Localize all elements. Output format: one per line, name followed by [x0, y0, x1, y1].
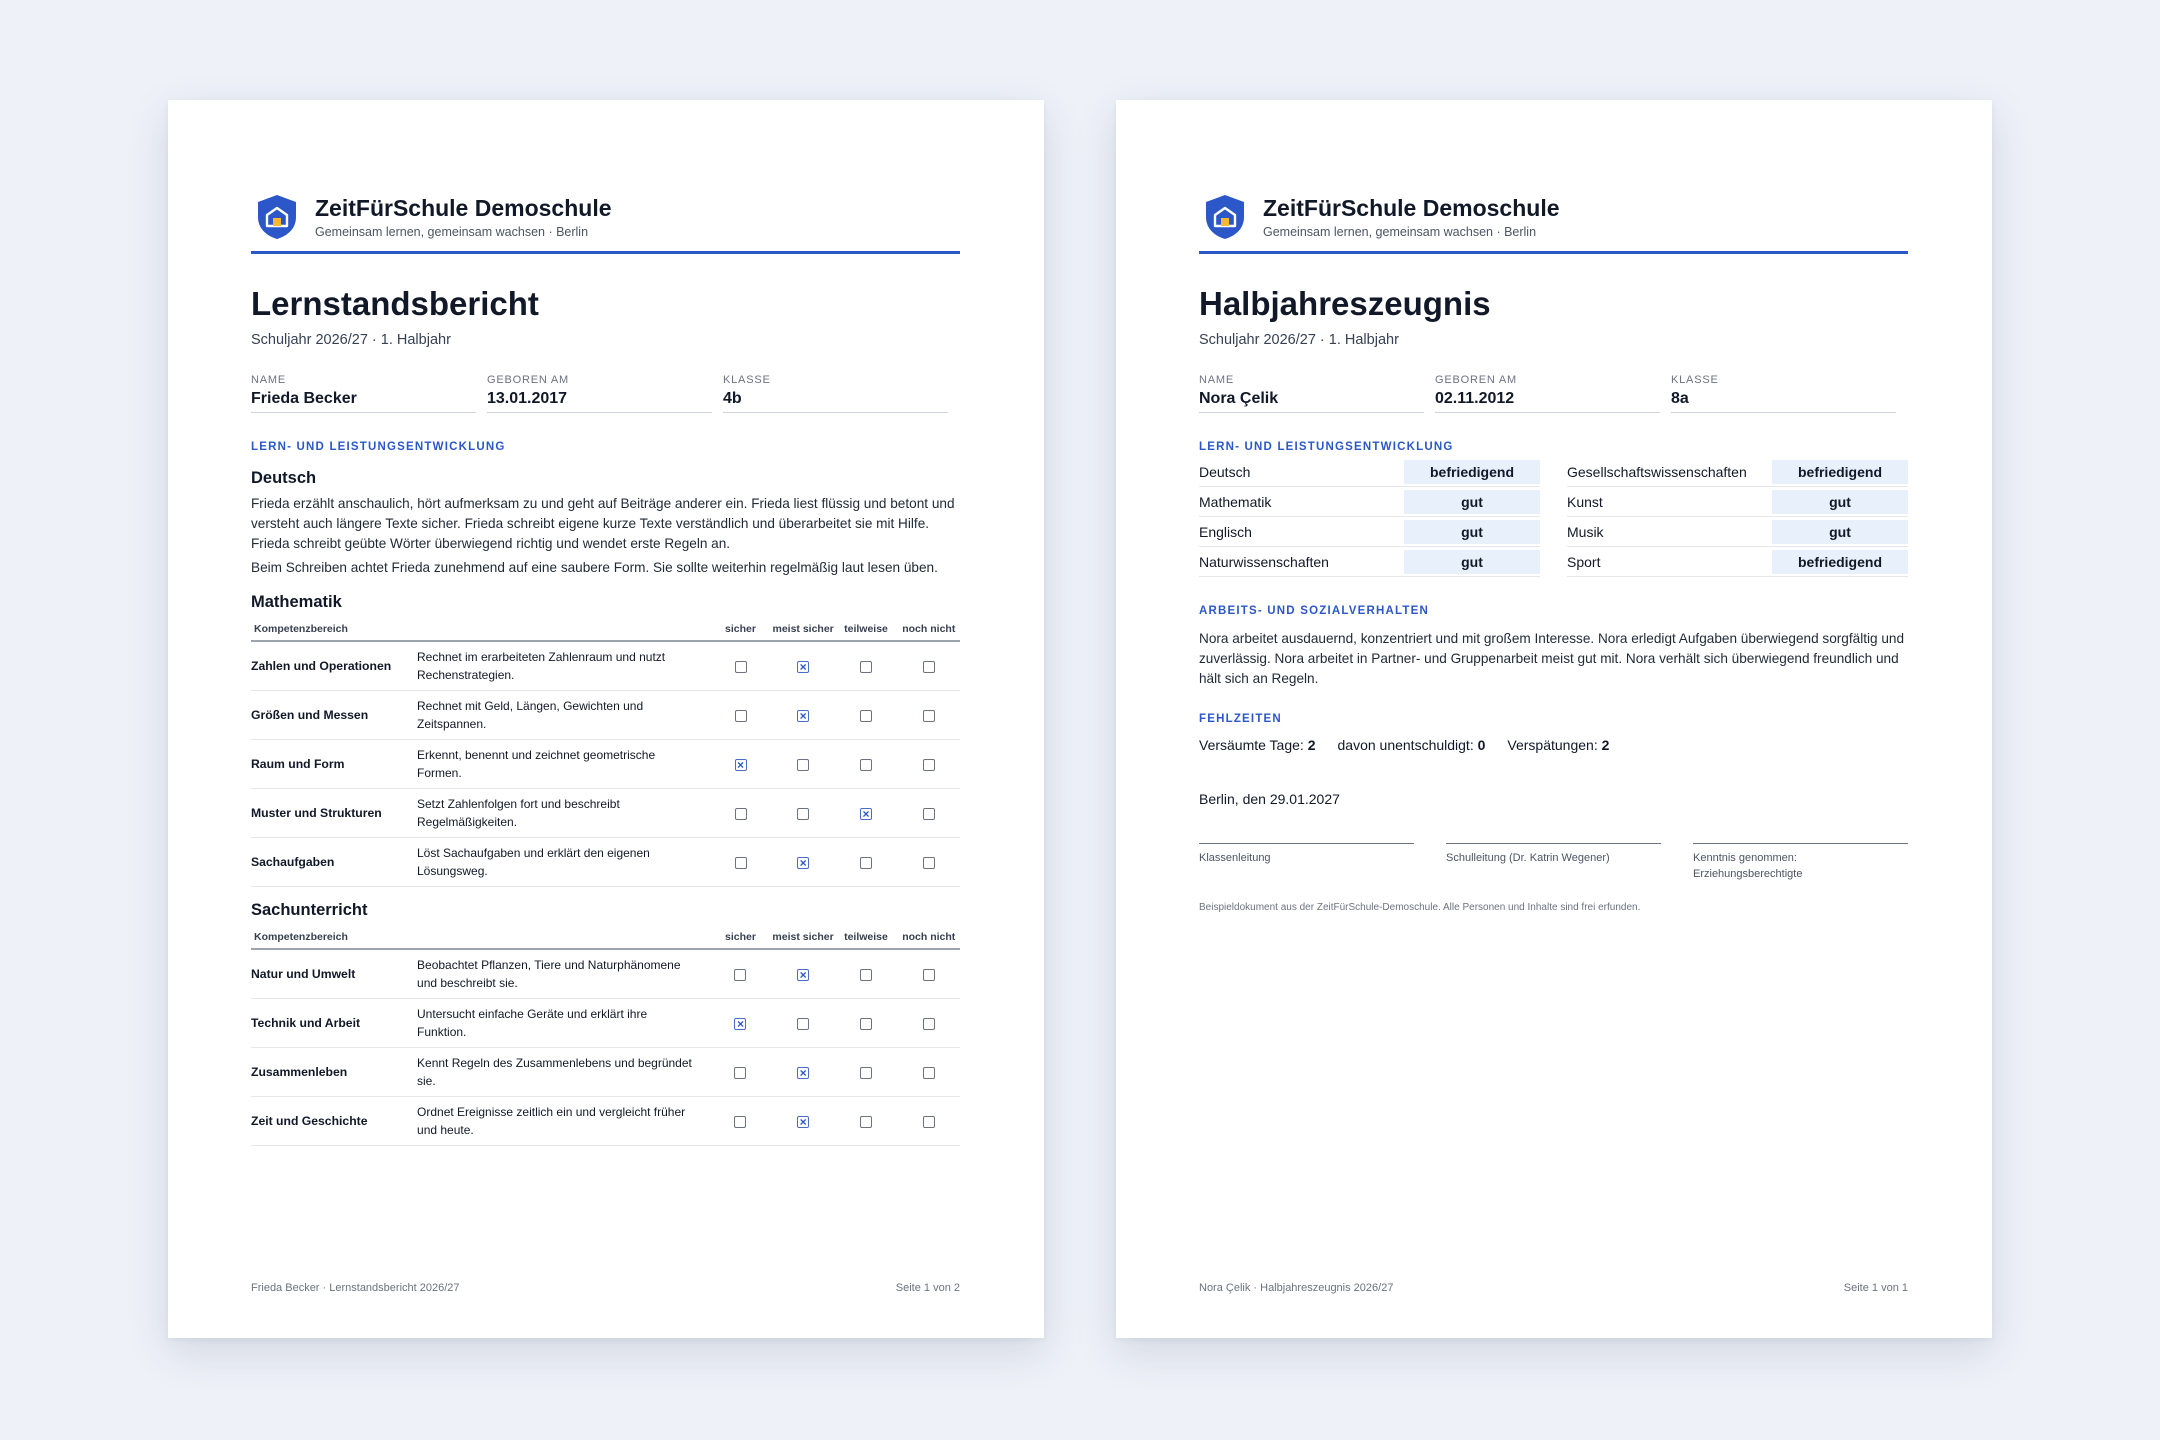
- level-cell: [834, 1097, 897, 1146]
- school-name: ZeitFürSchule Demoschule: [1263, 195, 1560, 221]
- checkbox[interactable]: [923, 1116, 935, 1128]
- school-shield-icon: [255, 193, 299, 241]
- checkbox[interactable]: [797, 808, 809, 820]
- level-cell: [772, 949, 835, 999]
- col-header-meist-sicher: meist sicher: [772, 620, 835, 641]
- checkbox[interactable]: [734, 1116, 746, 1128]
- table-row: [251, 1048, 960, 1097]
- level-cell: [709, 789, 772, 838]
- col-header-noch-nicht: noch nicht: [898, 928, 960, 949]
- level-cell: [898, 740, 960, 789]
- meta-label: GEBOREN AM: [1435, 374, 1517, 386]
- absence-late-value: 2: [1601, 737, 1610, 753]
- checkbox[interactable]: [734, 1067, 746, 1079]
- level-cell: [834, 641, 897, 691]
- checked-checkbox[interactable]: [735, 759, 747, 771]
- col-header-description: [417, 620, 709, 641]
- meta-class: [723, 374, 948, 413]
- meta-value: 4b: [723, 390, 742, 407]
- grade-value: befriedigend: [1404, 460, 1540, 484]
- level-cell: [898, 949, 960, 999]
- document-subtitle: Schuljahr 2026/27 · 1. Halbjahr: [251, 332, 451, 348]
- absence-days-label: Versäumte Tage:: [1199, 737, 1304, 753]
- level-cell: [898, 789, 960, 838]
- level-cell: [772, 1048, 835, 1097]
- competence-area: Raum und Form: [251, 740, 417, 789]
- grades-column-left: [1199, 457, 1540, 577]
- competence-description: Rechnet mit Geld, Längen, Gewichten und Zeitspannen.: [417, 691, 709, 740]
- checkbox[interactable]: [860, 1116, 872, 1128]
- school-header: [251, 190, 960, 254]
- checked-checkbox[interactable]: [734, 1018, 746, 1030]
- checkbox[interactable]: [923, 808, 935, 820]
- meta-name: [1199, 374, 1424, 413]
- grade-row: [1567, 487, 1908, 517]
- col-header-description: [417, 928, 709, 949]
- competence-area: Zahlen und Operationen: [251, 641, 417, 691]
- checkbox[interactable]: [735, 661, 747, 673]
- competence-area: Größen und Messen: [251, 691, 417, 740]
- meta-birthdate: [487, 374, 712, 413]
- level-cell: [834, 691, 897, 740]
- checked-checkbox[interactable]: [797, 1116, 809, 1128]
- table-row: [251, 691, 960, 740]
- table-row: [251, 838, 960, 887]
- level-cell: [834, 1048, 897, 1097]
- level-cell: [772, 740, 835, 789]
- meta-value: Frieda Becker: [251, 390, 357, 407]
- level-cell: [709, 641, 772, 691]
- level-cell: [898, 1097, 960, 1146]
- level-cell: [709, 691, 772, 740]
- behavior-paragraph: Nora arbeitet ausdauernd, konzentriert und mit großem Interesse. Nora erledigt Aufgaben überwiegend sorgfältig und zuverlässig. Nora arbeitet in Partner- und Gruppenarbeit meist gut mit. Nora verhält sich überwiegend freundlich und hält sich an Regeln.: [1199, 631, 1905, 686]
- checkbox[interactable]: [735, 710, 747, 722]
- meta-value: 13.01.2017: [487, 390, 568, 407]
- checkbox[interactable]: [923, 857, 935, 869]
- col-header-teilweise: teilweise: [834, 928, 897, 949]
- level-cell: [772, 691, 835, 740]
- table-row: [251, 641, 960, 691]
- level-cell: [898, 1048, 960, 1097]
- checkbox[interactable]: [735, 808, 747, 820]
- checkbox[interactable]: [860, 710, 872, 722]
- grade-subject: Mathematik: [1199, 493, 1272, 510]
- meta-value: 8a: [1671, 390, 1689, 407]
- grade-value: befriedigend: [1772, 460, 1908, 484]
- competence-area: Muster und Strukturen: [251, 789, 417, 838]
- absence-late-label: Verspätungen:: [1507, 737, 1598, 753]
- place-date: Berlin, den 29.01.2027: [1199, 791, 1340, 807]
- competence-description: Untersucht einfache Geräte und erklärt ihre Funktion.: [417, 999, 709, 1048]
- checkbox[interactable]: [860, 969, 872, 981]
- competence-area: Zusammenleben: [251, 1048, 417, 1097]
- checked-checkbox[interactable]: [797, 661, 809, 673]
- absence-late: [1507, 737, 1609, 753]
- competence-description: Erkennt, benennt und zeichnet geometrische Formen.: [417, 740, 709, 789]
- level-cell: [772, 999, 835, 1048]
- report-page-halbjahreszeugnis: [1116, 100, 1992, 1338]
- level-cell: [772, 838, 835, 887]
- absence-days-value: 2: [1307, 737, 1316, 753]
- checkbox[interactable]: [797, 759, 809, 771]
- competence-table-science: [251, 928, 960, 1146]
- grade-value: gut: [1772, 490, 1908, 514]
- competence-area: Natur und Umwelt: [251, 949, 417, 999]
- level-cell: [709, 838, 772, 887]
- competence-table-math: [251, 620, 960, 887]
- grade-subject: Musik: [1567, 523, 1604, 540]
- level-cell: [834, 838, 897, 887]
- level-cell: [772, 641, 835, 691]
- competence-description: Löst Sachaufgaben und erklärt den eigenen Lösungsweg.: [417, 838, 709, 887]
- table-row: [251, 740, 960, 789]
- grade-subject: Kunst: [1567, 493, 1603, 510]
- footer-page-number: Seite 1 von 2: [895, 1282, 960, 1294]
- meta-class: [1671, 374, 1896, 413]
- meta-label: KLASSE: [723, 374, 771, 386]
- checkbox[interactable]: [923, 759, 935, 771]
- grades-column-right: [1567, 457, 1908, 577]
- table-row: [251, 789, 960, 838]
- level-cell: [709, 740, 772, 789]
- school-header: [1199, 190, 1908, 254]
- checkbox[interactable]: [860, 661, 872, 673]
- checkbox[interactable]: [860, 759, 872, 771]
- document-subtitle: Schuljahr 2026/27 · 1. Halbjahr: [1199, 332, 1399, 348]
- footer-left: Frieda Becker · Lernstandsbericht 2026/27: [251, 1282, 460, 1294]
- checkbox[interactable]: [734, 969, 746, 981]
- checked-checkbox[interactable]: [797, 710, 809, 722]
- school-name: ZeitFürSchule Demoschule: [315, 195, 612, 221]
- subject-title-sachunterricht: Sachunterricht: [251, 901, 368, 919]
- competence-description: Ordnet Ereignisse zeitlich ein und vergleicht früher und heute.: [417, 1097, 709, 1146]
- grade-subject: Sport: [1567, 553, 1601, 570]
- level-cell: [898, 641, 960, 691]
- grade-row: [1199, 457, 1540, 487]
- level-cell: [898, 691, 960, 740]
- grade-subject: Gesellschaftswissenschaften: [1567, 463, 1747, 480]
- level-cell: [709, 999, 772, 1048]
- competence-description: Rechnet im erarbeiteten Zahlenraum und nutzt Rechenstrategien.: [417, 641, 709, 691]
- col-header-area: Kompetenzbereich: [251, 928, 417, 949]
- checkbox[interactable]: [735, 857, 747, 869]
- table-row: [251, 999, 960, 1048]
- competence-description: Kennt Regeln des Zusammenlebens und begründet sie.: [417, 1048, 709, 1097]
- col-header-noch-nicht: noch nicht: [898, 620, 960, 641]
- checkbox[interactable]: [923, 1067, 935, 1079]
- school-tagline: Gemeinsam lernen, gemeinsam wachsen · Berlin: [315, 225, 589, 239]
- competence-description: Beobachtet Pflanzen, Tiere und Naturphänomene und beschreibt sie.: [417, 949, 709, 999]
- deutsch-paragraph-2: Beim Schreiben achtet Frieda zunehmend auf eine saubere Form. Sie sollte weiterhin regelmäßig laut lesen üben.: [251, 560, 938, 575]
- subject-title-mathematik: Mathematik: [251, 593, 342, 611]
- level-cell: [898, 999, 960, 1048]
- level-cell: [709, 949, 772, 999]
- school-tagline: Gemeinsam lernen, gemeinsam wachsen · Berlin: [1263, 225, 1537, 239]
- level-cell: [898, 838, 960, 887]
- meta-label: GEBOREN AM: [487, 374, 569, 386]
- checkbox[interactable]: [923, 661, 935, 673]
- level-cell: [834, 999, 897, 1048]
- level-cell: [772, 789, 835, 838]
- checkbox[interactable]: [923, 969, 935, 981]
- grade-row: [1567, 547, 1908, 577]
- meta-label: KLASSE: [1671, 374, 1719, 386]
- checked-checkbox[interactable]: [797, 857, 809, 869]
- col-header-sicher: sicher: [709, 620, 772, 641]
- grade-value: befriedigend: [1772, 550, 1908, 574]
- footer-left: Nora Çelik · Halbjahreszeugnis 2026/27: [1199, 1282, 1394, 1294]
- signature-guardian: Kenntnis genommen: Erziehungsberechtigte: [1693, 843, 1908, 882]
- meta-label: NAME: [251, 374, 286, 386]
- level-cell: [834, 740, 897, 789]
- report-page-lernstandsbericht: [168, 100, 1044, 1338]
- table-row: [251, 949, 960, 999]
- grade-row: [1199, 517, 1540, 547]
- absence-unexcused: [1338, 737, 1486, 753]
- level-cell: [709, 1097, 772, 1146]
- grade-value: gut: [1404, 550, 1540, 574]
- col-header-teilweise: teilweise: [834, 620, 897, 641]
- meta-value: 02.11.2012: [1435, 390, 1515, 407]
- grade-row: [1567, 457, 1908, 487]
- school-shield-icon: [1203, 193, 1247, 241]
- disclaimer: Beispieldokument aus der ZeitFürSchule-Demoschule. Alle Personen und Inhalte sind frei erfunden.: [1199, 902, 1641, 913]
- page-footer: [251, 1282, 960, 1294]
- competence-area: Technik und Arbeit: [251, 999, 417, 1048]
- section-heading: LERN- UND LEISTUNGSENTWICKLUNG: [1199, 441, 1454, 453]
- section-heading: ARBEITS- UND SOZIALVERHALTEN: [1199, 605, 1429, 617]
- grade-row: [1199, 487, 1540, 517]
- competence-description: Setzt Zahlenfolgen fort und beschreibt Regelmäßigkeiten.: [417, 789, 709, 838]
- absence-unexcused-label: davon unentschuldigt:: [1337, 737, 1474, 753]
- checkbox[interactable]: [860, 1067, 872, 1079]
- col-header-area: Kompetenzbereich: [251, 620, 417, 641]
- meta-birthdate: [1435, 374, 1660, 413]
- document-title: Lernstandsbericht: [251, 285, 539, 322]
- col-header-sicher: sicher: [709, 928, 772, 949]
- checked-checkbox[interactable]: [797, 969, 809, 981]
- grade-value: gut: [1404, 490, 1540, 514]
- level-cell: [834, 949, 897, 999]
- meta-name: [251, 374, 476, 413]
- deutsch-paragraph-1: Frieda erzählt anschaulich, hört aufmerksam zu und geht auf Beiträge anderer ein. Frieda liest flüssig und betont und versteht auch längere Texte sicher. Frieda schreibt eigene kurze Texte verständlich und überarbeitet sie mit Hilfe. Frieda schreibt geübte Wörter überwiegend richtig und wendet erste Regeln an.: [251, 496, 955, 551]
- checkbox[interactable]: [860, 857, 872, 869]
- checkbox[interactable]: [860, 1018, 872, 1030]
- checked-checkbox[interactable]: [797, 1067, 809, 1079]
- absence-unexcused-value: 0: [1477, 737, 1486, 753]
- subject-title-deutsch: Deutsch: [251, 469, 317, 487]
- meta-value: Nora Çelik: [1199, 390, 1279, 407]
- meta-label: NAME: [1199, 374, 1234, 386]
- grade-row: [1199, 547, 1540, 577]
- signature-principal: Schulleitung (Dr. Katrin Wegener): [1446, 843, 1661, 882]
- grade-row: [1567, 517, 1908, 547]
- checkbox[interactable]: [797, 1018, 809, 1030]
- grade-subject: Deutsch: [1199, 463, 1251, 480]
- section-heading: FEHLZEITEN: [1199, 713, 1282, 725]
- checkbox[interactable]: [923, 710, 935, 722]
- grade-value: gut: [1404, 520, 1540, 544]
- checked-checkbox[interactable]: [860, 808, 872, 820]
- level-cell: [772, 1097, 835, 1146]
- competence-area: Sachaufgaben: [251, 838, 417, 887]
- col-header-meist-sicher: meist sicher: [772, 928, 835, 949]
- level-cell: [834, 789, 897, 838]
- section-heading: LERN- UND LEISTUNGSENTWICKLUNG: [251, 441, 506, 453]
- level-cell: [709, 1048, 772, 1097]
- student-meta: [251, 374, 960, 413]
- grade-value: gut: [1772, 520, 1908, 544]
- page-footer: [1199, 1282, 1908, 1294]
- student-meta: [1199, 374, 1908, 413]
- competence-area: Zeit und Geschichte: [251, 1097, 417, 1146]
- grade-subject: Englisch: [1199, 523, 1252, 540]
- signature-lines: [1199, 843, 1908, 882]
- table-row: [251, 1097, 960, 1146]
- footer-page-number: Seite 1 von 1: [1843, 1282, 1908, 1294]
- absence-days: [1199, 737, 1316, 753]
- grades-grid: [1199, 457, 1908, 577]
- checkbox[interactable]: [923, 1018, 935, 1030]
- signature-class-teacher: Klassenleitung: [1199, 843, 1414, 882]
- absence-summary: [1199, 737, 1908, 753]
- grade-subject: Naturwissenschaften: [1199, 553, 1329, 570]
- document-title: Halbjahreszeugnis: [1199, 285, 1491, 322]
